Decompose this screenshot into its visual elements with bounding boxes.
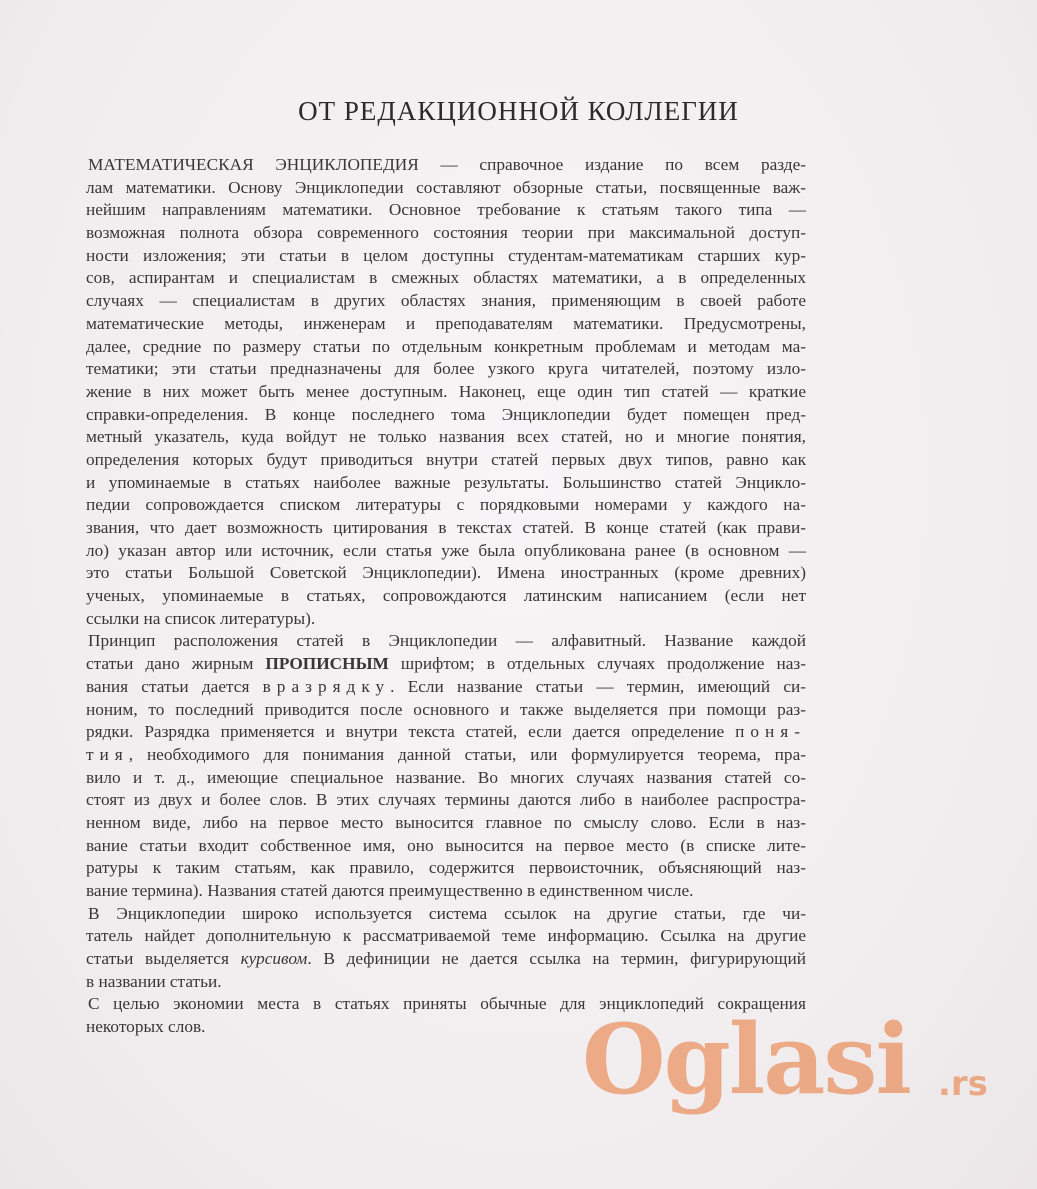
text-run: ПРОПИСНЫМ — [265, 654, 389, 674]
text-run: математические методы, инженерам и преподавателям математики. Предусмотрены, — [86, 313, 806, 333]
text-line — [86, 449, 806, 472]
text-run: нейшим направлениям математики. Основное требование к статьям такого типа — — [86, 200, 806, 220]
text-line — [86, 358, 806, 381]
text-run: возможная полнота обзора современного состояния теории при максимальной доступ- — [86, 223, 806, 243]
text-run: тия — [86, 744, 129, 764]
text-run: статьи дано жирным — [86, 654, 266, 674]
text-line — [86, 699, 806, 722]
text-run: . В дефиниции не дается ссылка на термин, фигурирующий — [307, 949, 806, 969]
text-run: ности изложения; эти статьи в целом доступны студентам-математикам старших кур- — [86, 245, 806, 265]
text-run: ссылки на список литературы). — [86, 608, 316, 628]
text-run: . Если название статьи — термин, имеющий си- — [390, 676, 806, 696]
text-run: , необходимого для понимания данной статьи, или формулируется теорема, пра- — [128, 744, 806, 764]
text-run: сов, аспирантам и специалистам в смежных областях математики, а в определенных — [86, 268, 806, 288]
text-run: поня- — [735, 722, 806, 742]
text-line — [86, 835, 806, 858]
text-run: вание статьи входит собственное имя, оно выносится на первое место (в списке лите- — [86, 835, 806, 855]
text-line — [86, 812, 806, 835]
text-line — [86, 948, 806, 971]
text-line — [86, 721, 806, 744]
text-line — [86, 880, 806, 903]
text-line — [86, 653, 806, 676]
text-run: вило и т. д., имеющие специальное название. Во многих случаях названия статей со- — [86, 767, 806, 787]
text-line — [86, 744, 806, 767]
text-line — [86, 267, 806, 290]
text-line — [86, 903, 806, 926]
text-line — [86, 789, 806, 812]
text-run: далее, средние по размеру статьи по отдельным конкретным проблемам и методам ма- — [86, 336, 806, 356]
text-run: татель найдет дополнительную к рассматриваемой теме информацию. Ссылка на другие — [86, 926, 806, 946]
text-run: справки-определения. В конце последнего тома Энциклопедии будет помещен пред- — [86, 404, 806, 424]
text-line — [86, 426, 806, 449]
text-line — [86, 313, 806, 336]
text-run: тематики; эти статьи предназначены для более узкого круга читателей, поэтому изло- — [86, 359, 806, 379]
text-run: курсивом — [240, 949, 308, 969]
text-run: ратуры к таким статьям, как правило, содержится первоисточник, объясняющий наз- — [86, 858, 806, 878]
text-line — [86, 585, 806, 608]
text-run: стоят из двух и более слов. В этих случаях термины даются либо в наиболее распростра- — [86, 790, 806, 810]
text-run: С целью экономии места в статьях приняты обычные для энциклопедий сокращения — [88, 994, 806, 1014]
text-run: ноним, то последний приводится после основного и также выделяется при помощи раз- — [86, 699, 806, 719]
text-line — [86, 540, 806, 563]
text-run: МАТЕМАТИЧЕСКАЯ ЭНЦИКЛОПЕДИЯ — справочное издание по всем разде- — [88, 155, 806, 174]
text-line — [86, 199, 806, 222]
text-line — [86, 245, 806, 268]
text-run: определения которых будут приводиться внутри статей первых двух типов, равно как — [86, 449, 806, 469]
oglasi-watermark-logo — [582, 1003, 1002, 1132]
text-line — [86, 767, 806, 790]
text-run: Принцип расположения статей в Энциклопедии — алфавитный. Название каждой — [88, 631, 806, 651]
text-line — [86, 472, 806, 495]
text-run: и упоминаемые в статьях наиболее важные результаты. Большинство статей Энцикло- — [86, 472, 806, 492]
text-line — [86, 222, 806, 245]
text-run: в названии статьи. — [86, 971, 222, 991]
text-line — [86, 154, 806, 177]
body-text — [86, 154, 806, 1039]
text-run: статьи выделяется — [86, 949, 241, 969]
text-run: шрифтом; в отдельных случаях продолжение наз- — [388, 654, 806, 674]
watermark-brand: Oglasi — [582, 1003, 910, 1116]
text-line — [86, 381, 806, 404]
text-run: звания, что дает возможность цитирования в текстах статей. В конце статей (как прави- — [86, 518, 806, 537]
text-run: В Энциклопедии широко используется система ссылок на другие статьи, где чи- — [88, 903, 806, 923]
text-run: ло) указан автор или источник, если статья уже была опубликована ранее (в основном — — [86, 540, 806, 560]
text-line — [86, 494, 806, 517]
page-title: ОТ РЕДАКЦИОННОЙ КОЛЛЕГИИ — [298, 96, 739, 126]
text-run: это статьи Большой Советской Энциклопедии). Имена иностранных (кроме древних) — [86, 563, 806, 583]
text-line — [86, 404, 806, 427]
text-line — [86, 857, 806, 880]
text-run: метный указатель, куда войдут не только названия всех статей, но и многие понятия, — [86, 427, 806, 447]
text-line — [86, 562, 806, 585]
text-line — [86, 517, 806, 540]
text-line — [86, 676, 806, 699]
text-run: рядки. Разрядка применяется и внутри текста статей, если дается определение — [86, 722, 736, 742]
text-run: жение в них может быть менее доступным. Наконец, еще один тип статей — краткие — [86, 381, 806, 401]
text-line — [86, 971, 806, 994]
text-run: лам математики. Основу Энциклопедии составляют обзорные статьи, посвященные важ- — [86, 177, 806, 197]
text-line — [86, 336, 806, 359]
text-run: педии сопровождается списком литературы с порядковыми номерами у каждого на- — [86, 495, 806, 515]
text-line — [86, 925, 806, 948]
text-run: ненном виде, либо на первое место выносится главное по смыслу слово. Если в наз- — [86, 812, 806, 832]
text-line — [86, 608, 806, 631]
watermark-tld: .rs — [938, 1064, 988, 1104]
text-run: вразрядку — [262, 676, 391, 696]
text-run: ученых, упоминаемые в статьях, сопровождаются латинским написанием (если нет — [86, 586, 806, 606]
text-run: случаях — специалистам в других областях знания, применяющим в своей работе — [86, 291, 806, 311]
text-line — [86, 290, 806, 313]
text-run: вание термина). Названия статей даются преимущественно в единственном числе. — [86, 881, 694, 900]
text-line — [86, 177, 806, 200]
text-run: некоторых слов. — [86, 1017, 206, 1037]
text-run: вания статьи дается — [86, 676, 263, 696]
text-line — [86, 630, 806, 653]
